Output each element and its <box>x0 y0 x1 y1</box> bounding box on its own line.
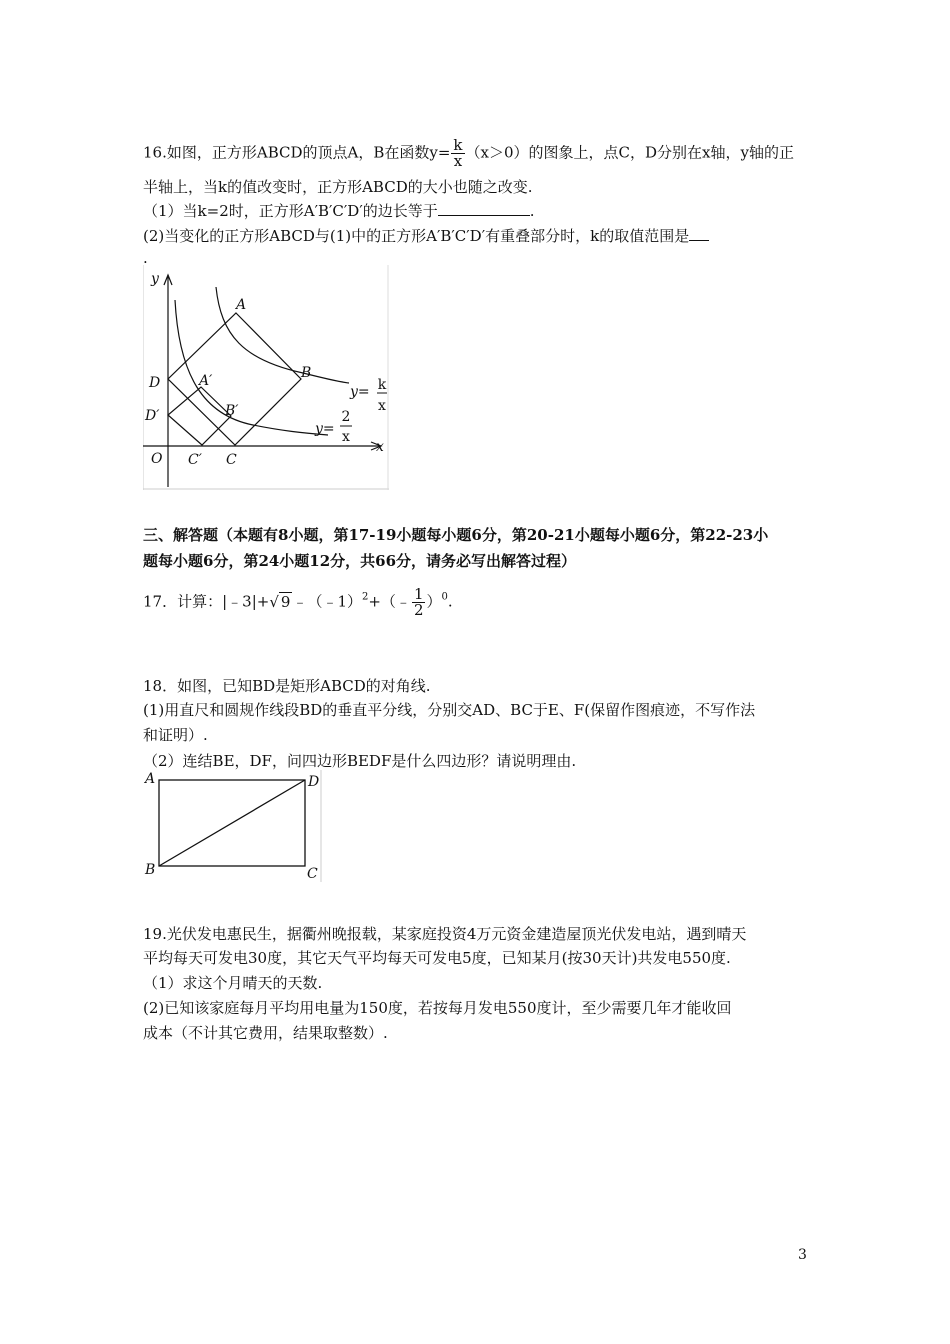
label-y: y <box>151 271 159 287</box>
q18-line1: 18．如图，已知BD是矩形ABCD的对角线. <box>143 677 431 695</box>
q16-part1 <box>143 201 535 221</box>
q17-radicand: 9 <box>280 592 291 611</box>
q17-prefix: 17．计算： <box>143 592 223 611</box>
curve1-label-prefix: y= <box>350 384 370 400</box>
q16-answer-blank-2 <box>689 226 709 241</box>
q16-line2: 半轴上，当k的值改变时，正方形ABCD的大小也随之改变. <box>143 178 533 196</box>
q19-line5: 成本（不计其它费用，结果取整数）. <box>143 1024 388 1042</box>
figure-hyperbola-squares <box>143 265 389 490</box>
q17-exponent-2: 2 <box>361 591 369 603</box>
curve2-label-num: 2 <box>341 409 351 425</box>
label-D: D <box>149 375 161 391</box>
diagonal-BD <box>159 780 305 866</box>
q16-part1-end: . <box>529 202 535 220</box>
label-rect-C: C <box>307 866 318 882</box>
q16-text-b: （x＞0）的图象上，点C，D分别在x轴，y轴的正 <box>465 143 794 162</box>
q17-sqrt: √ 9 <box>269 592 291 611</box>
q16-part2 <box>143 226 709 246</box>
q16-part1-text: （1）当k=2时，正方形A′B′C′D′的边长等于 <box>143 202 438 220</box>
label-A-prime: A′ <box>199 373 213 389</box>
curve2-label-den: x <box>342 429 350 445</box>
label-C-prime: C′ <box>188 452 202 468</box>
q16-frac-den: x <box>453 152 463 170</box>
q19-line4: (2)已知该家庭每月平均用电量为150度，若按每月发电550度计，至少需要几年才能收回 <box>143 999 732 1017</box>
q17-exponent-0: 0 <box>441 591 448 603</box>
section3-heading-line1: 三、解答题（本题有8小题，第17-19小题每小题6分，第20-21小题每小题6分，第22-23小 <box>143 526 769 544</box>
q17-minus-term: ﹣（﹣1） <box>292 592 362 611</box>
q18-line4: （2）连结BE，DF，问四边形BEDF是什么四边形？请说明理由. <box>143 752 577 770</box>
label-B-prime: B′ <box>225 403 239 419</box>
label-B: B <box>301 365 312 381</box>
q19-line3: （1）求这个月晴天的天数. <box>143 974 323 992</box>
q17-abs: |﹣3| <box>222 592 257 611</box>
q17-plus: + <box>256 592 270 611</box>
curve1-label-num: k <box>377 377 387 393</box>
page-number: 3 <box>798 1247 807 1263</box>
label-D-prime: D′ <box>145 408 160 424</box>
q18-line3: 和证明）. <box>143 726 208 744</box>
label-A: A <box>236 297 247 313</box>
label-rect-B: B <box>145 862 156 878</box>
q18-line2: (1)用直尺和圆规作线段BD的垂直平分线，分别交AD、BC于E、F(保留作图痕迹，不写作法 <box>143 701 756 719</box>
q19-line2: 平均每天可发电30度，其它天气平均每天可发电5度，已知某月(按30天计)共发电550度. <box>143 949 731 967</box>
square-ABCD <box>168 313 301 445</box>
figure-rectangle-ABCD <box>143 770 323 882</box>
q19-line1: 19.光伏发电惠民生，据衢州晚报载，某家庭投资4万元资金建造屋顶光伏发电站，遇到晴天 <box>143 925 747 943</box>
q16-part2-end: . <box>143 249 148 267</box>
q17-plus-term: +（﹣ <box>368 592 411 611</box>
square-A1B1C1D1 <box>168 387 231 445</box>
q17-fraction <box>412 587 426 618</box>
q17-end: . <box>447 592 453 611</box>
label-rect-D: D <box>308 774 320 790</box>
curve2-label-prefix: y= <box>315 421 335 437</box>
q16-text-a: 16.如图，正方形ABCD的顶点A，B在函数y= <box>143 143 451 162</box>
q17-close: ） <box>426 592 442 611</box>
curve1-label-den: x <box>378 398 386 414</box>
q16-fraction <box>451 138 464 169</box>
label-C: C <box>226 452 237 468</box>
q17-frac-num: 1 <box>413 585 424 603</box>
label-x: x <box>376 439 384 455</box>
q17-frac-den: 2 <box>413 601 424 619</box>
q16-frac-num: k <box>453 136 463 154</box>
q16-answer-blank-1 <box>438 201 530 216</box>
q16-line1 <box>143 138 794 169</box>
label-rect-A: A <box>145 771 156 787</box>
q17-expression <box>143 587 453 618</box>
label-O: O <box>151 451 163 467</box>
q16-part2-text: (2)当变化的正方形ABCD与(1)中的正方形A′B′C′D′有重叠部分时，k的取值范围是 <box>143 227 690 245</box>
section3-heading-line2: 题每小题6分，第24小题12分，共66分，请务必写出解答过程） <box>143 552 577 570</box>
